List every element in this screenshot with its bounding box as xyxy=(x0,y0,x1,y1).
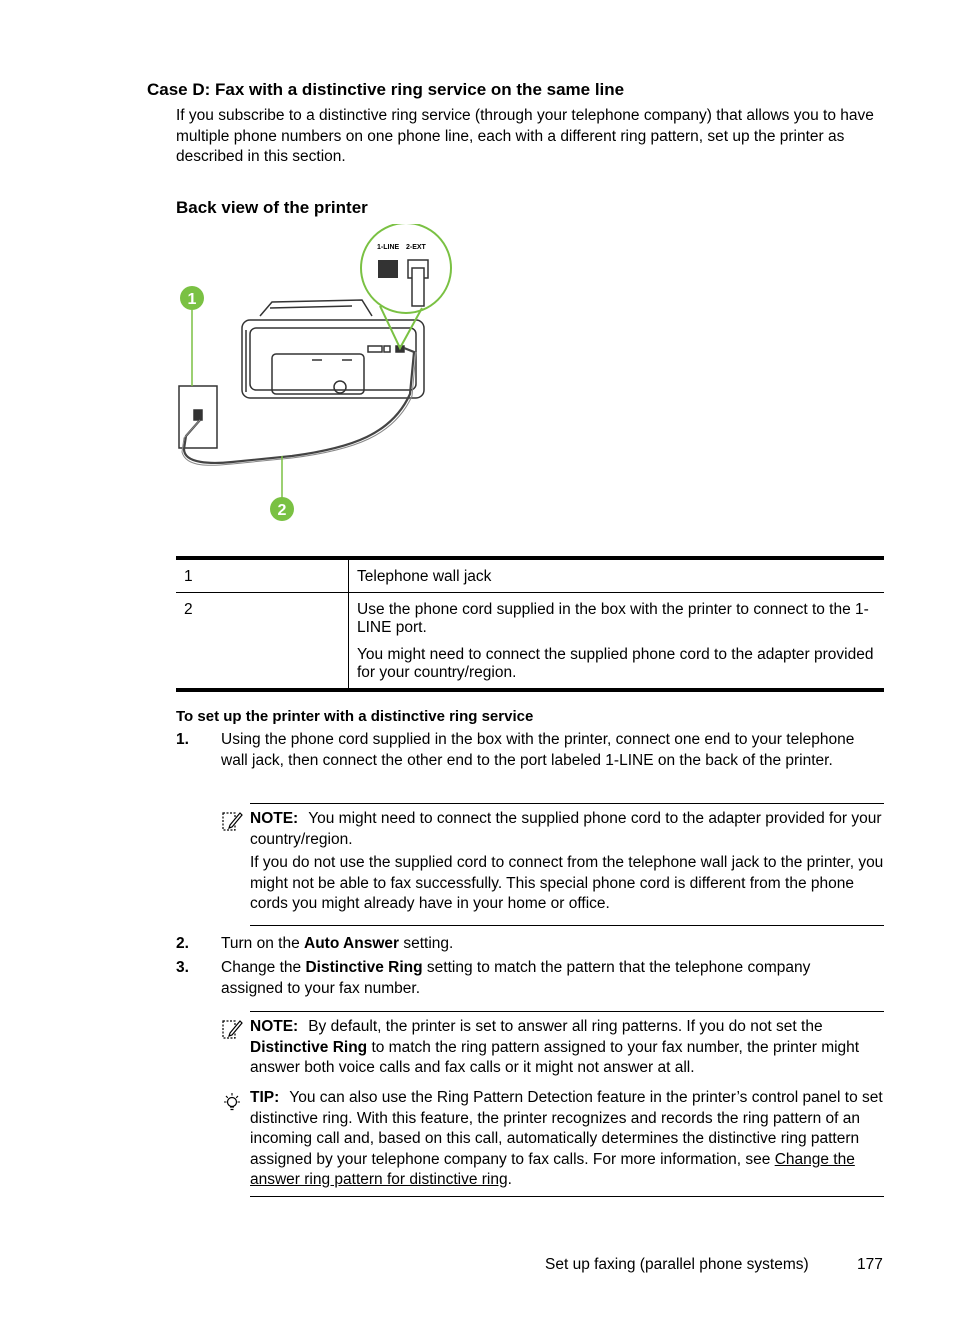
phone-cord xyxy=(184,348,414,463)
port-label-ext: 2-EXT xyxy=(406,244,426,251)
note-paragraph: If you do not use the supplied cord to connect from the telephone wall jack to the printer, you might not be able to fax successfully. This special phone cord is different from the phone cords you might already have in your home or office. xyxy=(250,854,884,912)
footer-chapter: Set up faxing (parallel phone systems) xyxy=(545,1256,809,1273)
printer-back-view-figure xyxy=(172,224,462,524)
parts-table xyxy=(176,556,884,692)
step-text: Change the Distinctive Ring setting to match the pattern that the telephone company assigned to your fax number. xyxy=(221,959,811,997)
port-magnifier xyxy=(361,224,451,348)
note-label: NOTE: xyxy=(250,810,299,827)
part-description: Telephone wall jack xyxy=(349,558,885,593)
tip: TIP: You can also use the Ring Pattern Detection feature in the printer’s control panel to set distinctive ring. With this feature, the printer recognizes and records the ring pattern of an incoming call and, based on this call, automatically determines the distinctive ring pattern assigned by your telephone company to fax calls. For more information, see Change the answer ring pattern for distinctive ring. xyxy=(250,1089,883,1188)
note-1 xyxy=(250,809,884,915)
step-text: Using the phone cord supplied in the box with the printer, connect one end to your telephone wall jack, then connect the other end to the port labeled 1-LINE on the back of the printer. xyxy=(221,731,855,769)
note-icon xyxy=(221,810,243,832)
step-number: 3. xyxy=(176,959,189,976)
table-row xyxy=(176,558,884,593)
line-port-icon xyxy=(378,260,398,278)
note-label: NOTE: xyxy=(250,1018,299,1035)
page-number: 177 xyxy=(857,1256,883,1273)
step-number: 2. xyxy=(176,935,189,952)
setting-name: Auto Answer xyxy=(304,935,400,952)
part-description-para: You might need to connect the supplied phone cord to the adapter provided for your country/region. xyxy=(357,646,874,681)
table-row xyxy=(176,593,884,691)
note-divider xyxy=(250,1011,884,1012)
procedure-title: To set up the printer with a distinctive ring service xyxy=(176,708,534,725)
part-description xyxy=(349,593,885,691)
lightbulb-icon xyxy=(221,1092,243,1114)
part-number: 1 xyxy=(176,558,349,593)
part-number: 2 xyxy=(176,593,349,691)
section-intro: If you subscribe to a distinctive ring service (through your telephone company) that allows you to have multiple phone numbers on one phone line, each with a different ring pattern, set up the printer as described in this section. xyxy=(176,107,874,165)
callout-1-number: 1 xyxy=(187,291,197,308)
port-label-line: 1-LINE xyxy=(377,244,400,251)
part-description-para: Use the phone cord supplied in the box with the printer to connect to the 1-LINE port. xyxy=(357,601,869,636)
setting-name: Distinctive Ring xyxy=(250,1038,368,1056)
figure-title: Back view of the printer xyxy=(176,198,368,217)
note-icon xyxy=(221,1018,243,1040)
note-divider xyxy=(250,1196,884,1197)
tip-label: TIP: xyxy=(250,1089,280,1106)
note-divider xyxy=(250,925,884,926)
note-text: You might need to connect the supplied phone cord to the adapter provided for your country/region. xyxy=(250,810,882,848)
printer-illustration xyxy=(242,300,424,398)
section-title: Case D: Fax with a distinctive ring service on the same line xyxy=(147,80,625,99)
note-2: NOTE: By default, the printer is set to answer all ring patterns. If you do not set the Distinctive Ring to match the ring pattern assigned to your fax number, the printer might answer both voice calls and fax calls or it might not answer at all. xyxy=(250,1018,860,1076)
step-number: 1. xyxy=(176,731,189,748)
setting-name: Distinctive Ring xyxy=(305,959,423,976)
callout-2-number: 2 xyxy=(277,502,287,519)
step-text: Turn on the Auto Answer setting. xyxy=(221,935,454,952)
distinctive-ring-link[interactable]: Change the answer ring pattern for distinctive ring xyxy=(250,1150,855,1188)
note-divider xyxy=(250,803,884,804)
